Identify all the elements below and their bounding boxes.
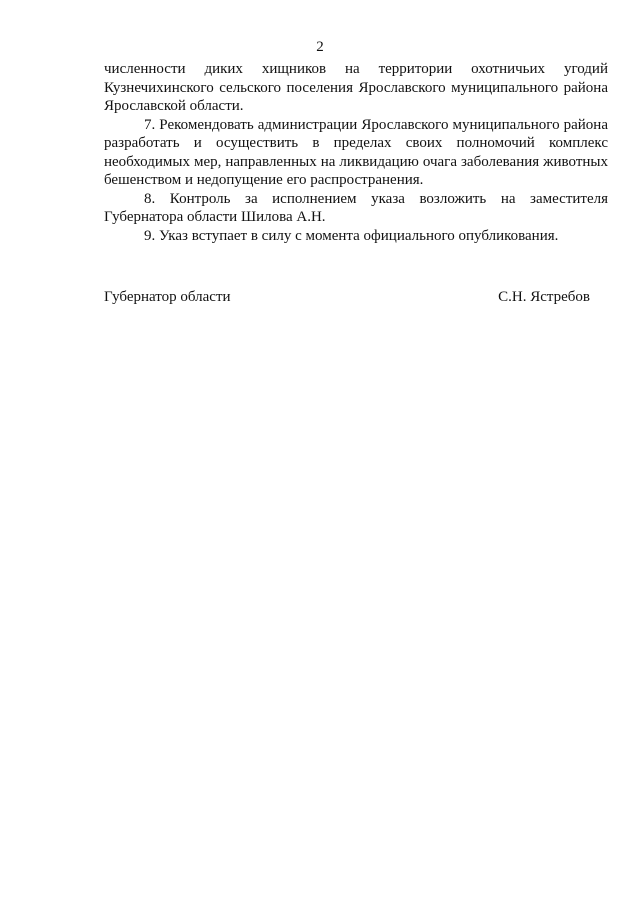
paragraph-7: 7. Рекомендовать администрации Ярославского муниципального района разработать и осуществить в пределах своих полномочий комплекс необходимых мер, направленных на ликвидацию очага заболевания животных бешенством и недопущение его распространения.	[104, 116, 608, 188]
document-body	[104, 60, 608, 245]
page-number: 2	[316, 39, 324, 55]
signatory-position: Губернатор области	[104, 289, 231, 305]
signature-block	[104, 288, 590, 306]
signatory-name: С.Н. Ястребов	[498, 289, 590, 305]
paragraph-8: 8. Контроль за исполнением указа возложить на заместителя Губернатора области Шилова А.Н.	[104, 190, 608, 225]
paragraph-9: 9. Указ вступает в силу с момента официального опубликования.	[144, 227, 559, 244]
paragraph-6-continuation: численности диких хищников на территории охотничьих угодий Кузнечихинского сельского поселения Ярославского муниципального района Ярославской области.	[104, 61, 608, 114]
